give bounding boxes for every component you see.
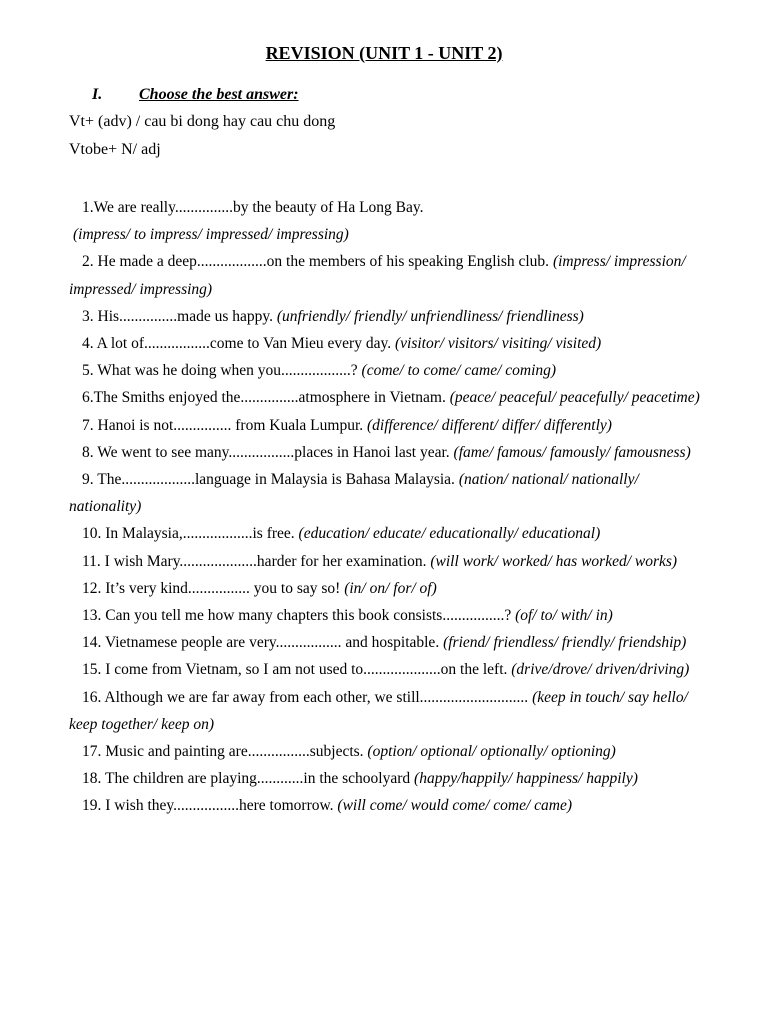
question-item bbox=[69, 439, 709, 466]
grammar-note: Vt+ (adv) / cau bi dong hay cau chu dong bbox=[69, 113, 336, 130]
question-stem: 7. Hanoi is not............... from Kuala Lumpur. bbox=[82, 416, 367, 434]
answer-options: (impress/ impression/ impressed/ impressing) bbox=[69, 253, 686, 298]
question-stem: 5. What was he doing when you..................? bbox=[82, 362, 362, 380]
question-item bbox=[69, 684, 709, 738]
question-stem: 10. In Malaysia,..................is free. bbox=[82, 525, 299, 543]
question-stem: 13. Can you tell me how many chapters this book consists................? bbox=[82, 607, 516, 625]
question-item bbox=[69, 792, 709, 819]
answer-options: (nation/ national/ nationally/ nationality) bbox=[69, 471, 639, 516]
answer-options: (difference/ different/ differ/ differently) bbox=[367, 416, 612, 434]
question-item bbox=[69, 738, 709, 765]
question-item bbox=[69, 548, 709, 575]
question-list bbox=[69, 194, 709, 820]
question-item bbox=[69, 330, 709, 357]
question-stem: 4. A lot of.................come to Van Mieu every day. bbox=[82, 335, 395, 353]
question-stem: 9. The...................language in Malaysia is Bahasa Malaysia. bbox=[82, 471, 459, 489]
answer-options: (keep in touch/ say hello/ keep together/ keep on) bbox=[69, 688, 688, 733]
answer-options: (will come/ would come/ come/ came) bbox=[337, 797, 573, 815]
answer-options: (option/ optional/ optionally/ optioning) bbox=[367, 743, 616, 761]
answer-options: (fame/ famous/ famously/ famousness) bbox=[453, 443, 691, 461]
question-item bbox=[69, 575, 709, 602]
page-title: REVISION (UNIT 1 - UNIT 2) bbox=[265, 43, 503, 63]
grammar-note: Vtobe+ N/ adj bbox=[69, 141, 161, 158]
answer-options: (drive/drove/ driven/driving) bbox=[511, 661, 690, 679]
answer-options: (education/ educate/ educationally/ educational) bbox=[298, 525, 601, 543]
question-stem: 1.We are really...............by the beauty of Ha Long Bay. bbox=[82, 199, 424, 216]
question-stem: 3. His...............made us happy. bbox=[82, 307, 277, 325]
answer-options: (visitor/ visitors/ visiting/ visited) bbox=[394, 335, 602, 353]
question-item bbox=[69, 194, 709, 221]
question-item bbox=[69, 656, 709, 683]
question-stem: 19. I wish they.................here tomorrow. bbox=[82, 797, 338, 815]
answer-options: (will work/ worked/ has worked/ works) bbox=[430, 552, 678, 570]
question-stem: 17. Music and painting are................subjects. bbox=[82, 743, 368, 761]
answer-options: (come/ to come/ came/ coming) bbox=[361, 362, 557, 380]
question-stem: 12. It’s very kind................ you to say so! bbox=[82, 579, 345, 597]
question-item bbox=[69, 765, 709, 792]
answer-options: (friend/ friendless/ friendly/ friendship) bbox=[443, 634, 687, 652]
question-stem: 15. I come from Vietnam, so I am not used to....................on the left. bbox=[82, 661, 512, 679]
question-item bbox=[69, 248, 709, 302]
answer-options: (unfriendly/ friendly/ unfriendliness/ friendliness) bbox=[276, 307, 584, 325]
answer-options: (impress/ to impress/ impressed/ impressing) bbox=[73, 226, 349, 244]
question-item bbox=[69, 466, 709, 520]
question-stem: 16. Although we are far away from each other, we still............................ bbox=[82, 688, 533, 706]
question-stem: 8. We went to see many.................places in Hanoi last year. bbox=[82, 443, 454, 461]
question-item bbox=[69, 520, 709, 547]
question-item bbox=[69, 629, 709, 656]
question-item bbox=[69, 303, 709, 330]
question-item bbox=[69, 412, 709, 439]
question-item bbox=[69, 357, 709, 384]
question-stem: 2. He made a deep..................on the members of his speaking English club. bbox=[82, 253, 553, 271]
question-item bbox=[69, 602, 709, 629]
question-stem: 14. Vietnamese people are very................. and hospitable. bbox=[82, 634, 444, 652]
question-stem: 6.The Smiths enjoyed the...............atmosphere in Vietnam. bbox=[82, 389, 450, 407]
answer-options: (of/ to/ with/ in) bbox=[515, 607, 613, 625]
question-item bbox=[69, 221, 709, 248]
question-item bbox=[69, 384, 709, 411]
answer-options: (peace/ peaceful/ peacefully/ peacetime) bbox=[449, 389, 700, 407]
section-instruction: Choose the best answer: bbox=[139, 86, 299, 103]
section-number: I. bbox=[92, 86, 103, 103]
answer-options: (happy/happily/ happiness/ happily) bbox=[414, 770, 638, 788]
question-stem: 18. The children are playing............in the schoolyard bbox=[82, 770, 415, 788]
section-heading bbox=[92, 85, 299, 105]
answer-options: (in/ on/ for/ of) bbox=[344, 579, 437, 597]
question-stem: 11. I wish Mary....................harder for her examination. bbox=[82, 552, 431, 570]
